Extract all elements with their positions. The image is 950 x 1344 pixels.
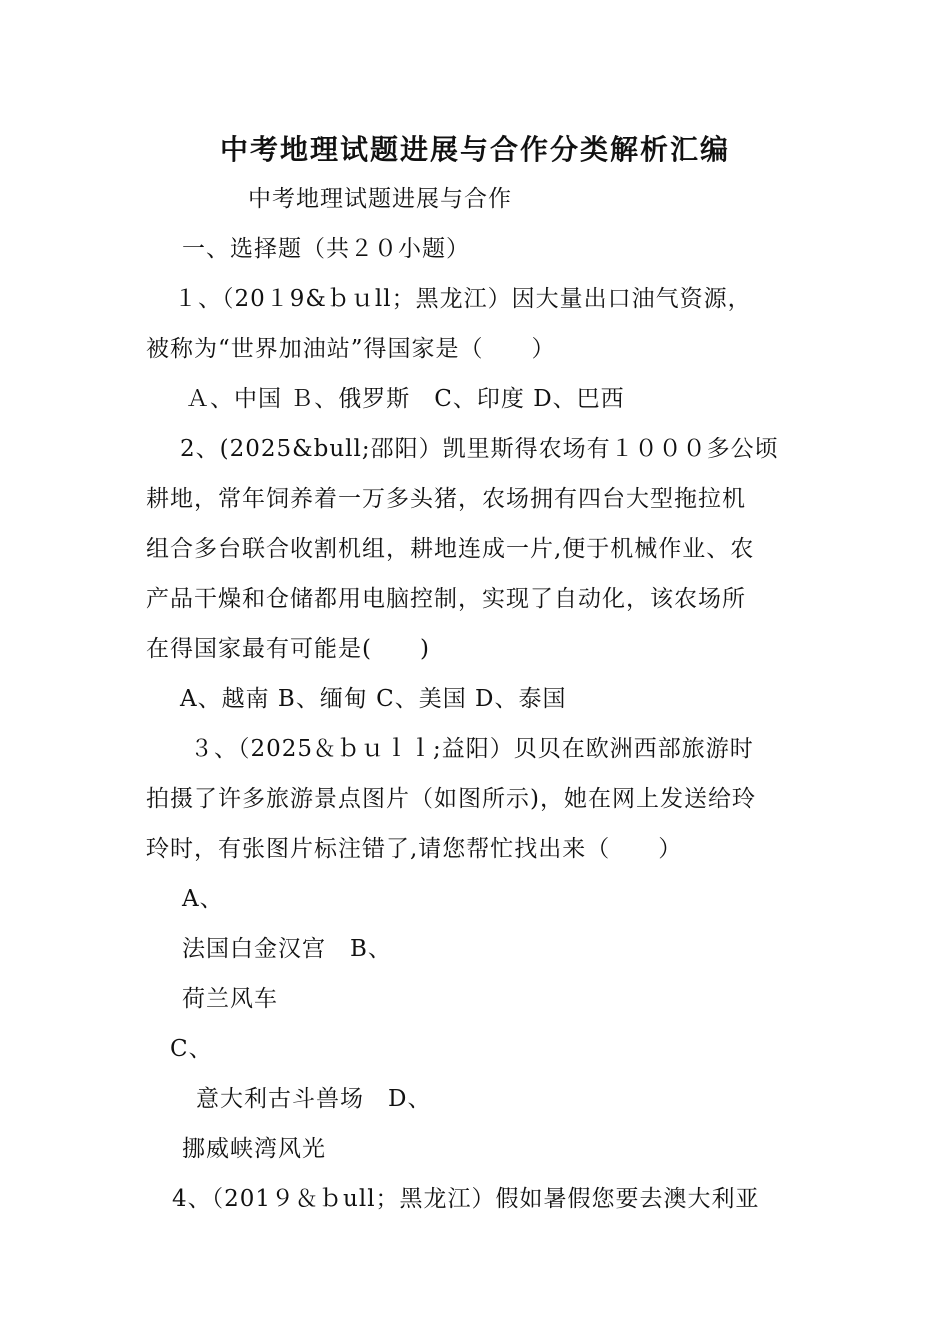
question-2-line-2: 耕地，常年饲养着一万多头猪，农场拥有四台大型拖拉机 [146, 486, 746, 512]
question-3-option-a-text: 法国白金汉宫 B、 [182, 936, 392, 962]
question-3-line-3: 玲时，有张图片标注错了,请您帮忙找出来（ ） [146, 836, 683, 862]
question-3-option-c: C、 [170, 1036, 213, 1062]
question-3-line-1: ３、（2025＆ｂｕｌｌ;益阳）贝贝在欧洲西部旅游时 [190, 736, 754, 762]
question-2-line-4: 产品干燥和仓储都用电脑控制，实现了自动化，该农场所 [146, 586, 746, 612]
question-2-line-1: 2、(2025&bull;邵阳）凯里斯得农场有１０００多公顷 [180, 436, 779, 462]
document-subtitle: 中考地理试题进展与合作 [248, 186, 512, 212]
question-3-option-a: A、 [182, 886, 224, 912]
question-1-options: Ａ、中国 Ｂ、俄罗斯 C、印度 D、巴西 [186, 386, 625, 412]
question-1-line-2: 被称为“世界加油站”得国家是（ ） [146, 336, 556, 362]
question-4-line-1: 4、（201９＆ｂull；黑龙江）假如暑假您要去澳大利亚 [172, 1186, 760, 1212]
question-3-line-2: 拍摄了许多旅游景点图片（如图所示)，她在网上发送给玲 [146, 786, 756, 812]
question-3-option-c-text: 意大利古斗兽场 D、 [196, 1086, 432, 1112]
document-title: 中考地理试题进展与合作分类解析汇编 [219, 133, 730, 166]
question-2-line-5: 在得国家最有可能是( ) [146, 636, 430, 662]
question-3-option-d-text: 挪威峡湾风光 [182, 1136, 326, 1162]
section-heading: 一、选择题（共２０小题） [182, 236, 470, 262]
question-1-line-1: １、（20１9&ｂｕll；黑龙江）因大量出口油气资源， [174, 286, 752, 312]
question-2-line-3: 组合多台联合收割机组，耕地连成一片,便于机械作业、农 [146, 536, 755, 562]
question-2-options: A、越南 B、缅甸 C、美国 D、泰国 [180, 686, 567, 712]
question-3-option-b-text: 荷兰风车 [182, 986, 278, 1012]
